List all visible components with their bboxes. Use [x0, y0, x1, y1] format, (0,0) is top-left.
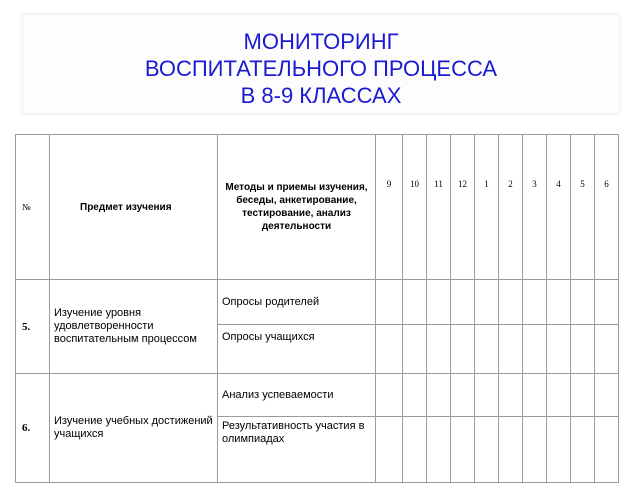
row-method: Результативность участия в олимпиадах [218, 417, 376, 483]
row-method: Опросы учащихся [218, 325, 376, 374]
header-month: 10 [403, 135, 427, 280]
header-month: 12 [451, 135, 475, 280]
cell [571, 374, 595, 417]
table-row [16, 374, 619, 417]
cell [451, 374, 475, 417]
cell [403, 417, 427, 483]
slide-title-box [22, 14, 620, 114]
row-subject: Изучение учебных достижений учащихся [50, 374, 218, 483]
row-number: 6. [16, 374, 50, 483]
cell [376, 417, 403, 483]
cell [376, 280, 403, 325]
cell [523, 280, 547, 325]
cell [523, 374, 547, 417]
cell [595, 374, 619, 417]
header-number: № [16, 135, 50, 280]
cell [499, 374, 523, 417]
cell [595, 417, 619, 483]
cell [475, 280, 499, 325]
cell [595, 325, 619, 374]
header-month: 6 [595, 135, 619, 280]
row-number: 5. [16, 280, 50, 374]
cell [451, 325, 475, 374]
cell [427, 280, 451, 325]
cell [451, 280, 475, 325]
cell [475, 417, 499, 483]
cell [547, 374, 571, 417]
cell [376, 374, 403, 417]
monitoring-table [15, 134, 619, 483]
cell [499, 325, 523, 374]
row-subject: Изучение уровня удовлетворенности воспитательным процессом [50, 280, 218, 374]
header-month: 11 [427, 135, 451, 280]
cell [547, 417, 571, 483]
row-method: Анализ успеваемости [218, 374, 376, 417]
cell [523, 325, 547, 374]
cell [499, 417, 523, 483]
title-line-3: В 8-9 КЛАССАХ [240, 83, 402, 108]
header-month: 4 [547, 135, 571, 280]
cell [451, 417, 475, 483]
header-month: 1 [475, 135, 499, 280]
title-line-2: ВОСПИТАТЕЛЬНОГО ПРОЦЕССА [144, 56, 498, 81]
cell [376, 325, 403, 374]
header-month: 5 [571, 135, 595, 280]
row-method: Опросы родителей [218, 280, 376, 325]
table-row [16, 280, 619, 325]
cell [475, 325, 499, 374]
cell [403, 325, 427, 374]
cell [403, 374, 427, 417]
cell [571, 325, 595, 374]
cell [595, 280, 619, 325]
cell [427, 374, 451, 417]
header-month: 3 [523, 135, 547, 280]
header-month: 2 [499, 135, 523, 280]
header-subject: Предмет изучения [50, 135, 218, 280]
cell [547, 325, 571, 374]
cell [571, 417, 595, 483]
cell [571, 280, 595, 325]
cell [427, 325, 451, 374]
cell [523, 417, 547, 483]
header-methods: Методы и приемы изучения, беседы, анкетирование, тестирование, анализ деятельности [218, 135, 376, 280]
cell [475, 374, 499, 417]
header-row [16, 135, 619, 280]
header-month: 9 [376, 135, 403, 280]
cell [499, 280, 523, 325]
cell [547, 280, 571, 325]
cell [403, 280, 427, 325]
cell [427, 417, 451, 483]
title-line-1: МОНИТОРИНГ [243, 29, 399, 54]
